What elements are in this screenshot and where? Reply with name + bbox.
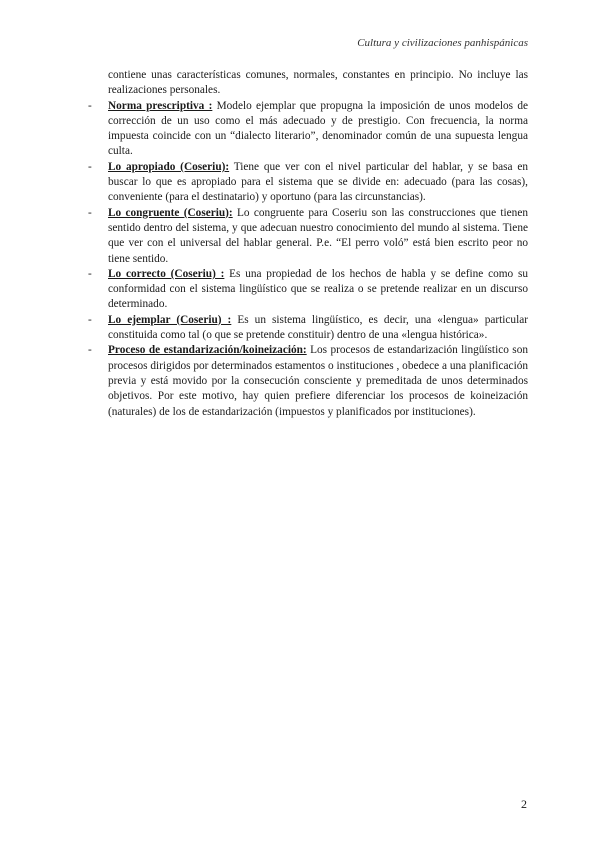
bullet-dash: - — [88, 267, 92, 280]
term-definition: Tiene que ver con el nivel particular del hablar, y se basa en buscar lo que es apropiado para el sistema que se divide en: adecuado (para las cosas), conveniente (para el destinatario) y oportuno (para las circunstancias). — [108, 160, 528, 204]
term-heading: Lo ejemplar (Coseriu) : — [108, 313, 232, 326]
intro-paragraph: contiene unas características comunes, normales, constantes en principio. No incluye las realizaciones personales. — [108, 69, 528, 97]
term-heading: Proceso de estandarización/koineización: — [108, 344, 307, 357]
list-item — [88, 206, 528, 267]
list-item — [88, 313, 528, 344]
bullet-dash: - — [88, 99, 92, 112]
term-definition: Es un sistema lingüístico, es decir, una «lengua» particular constituida como tal (o que se pretende constituir) dentro de una «lengua histórica». — [108, 313, 528, 342]
term-heading: Lo congruente (Coseriu): — [108, 206, 233, 219]
bullet-dash: - — [88, 160, 92, 173]
term-definition: Es una propiedad de los hechos de habla y se define como su conformidad con el sistema lingüístico que se realiza o se pretende realizar en un discurso determinado. — [108, 267, 528, 311]
list-item — [88, 343, 528, 419]
term-definition: Lo congruente para Coseriu son las construcciones que tienen sentido dentro del sistema, y que adecuan nuestro conocimiento del mundo al sistema. Tiene que ver con el universal del hablar general. P.e. “El perro voló” está bien escrito peor no tiene sentido. — [108, 206, 528, 265]
list-item — [88, 99, 528, 160]
bullet-dash: - — [88, 206, 92, 219]
bullet-dash: - — [88, 313, 92, 326]
term-heading: Lo correcto (Coseriu) : — [108, 267, 225, 280]
term-heading: Norma prescriptiva : — [108, 99, 213, 112]
bullet-dash: - — [88, 344, 92, 357]
list-item — [88, 267, 528, 313]
list-item — [88, 160, 528, 206]
page-number: 2 — [521, 797, 527, 811]
running-header: Cultura y civilizaciones panhispánicas — [357, 37, 528, 49]
term-definition: Los procesos de estandarización lingüístico son procesos dirigidos por determinados estamentos o instituciones , obedece a una planificación previa y está movido por la consecución consciente y premeditada de unos determinados objetivos. Por este motivo, hay quien prefiere diferenciar los procesos de koineización (naturales) de los de estandarización (impuestos y planificados por instituciones). — [108, 344, 528, 418]
term-heading: Lo apropiado (Coseriu): — [108, 160, 230, 173]
body-text — [88, 68, 528, 420]
term-definition: Modelo ejemplar que propugna la imposición de unos modelos de corrección de un uso como el más adecuado y de prestigio. Con frecuencia, la norma impuesta coincide con un “dialecto literario”, denominador común de una supuesta lengua culta. — [108, 99, 528, 158]
